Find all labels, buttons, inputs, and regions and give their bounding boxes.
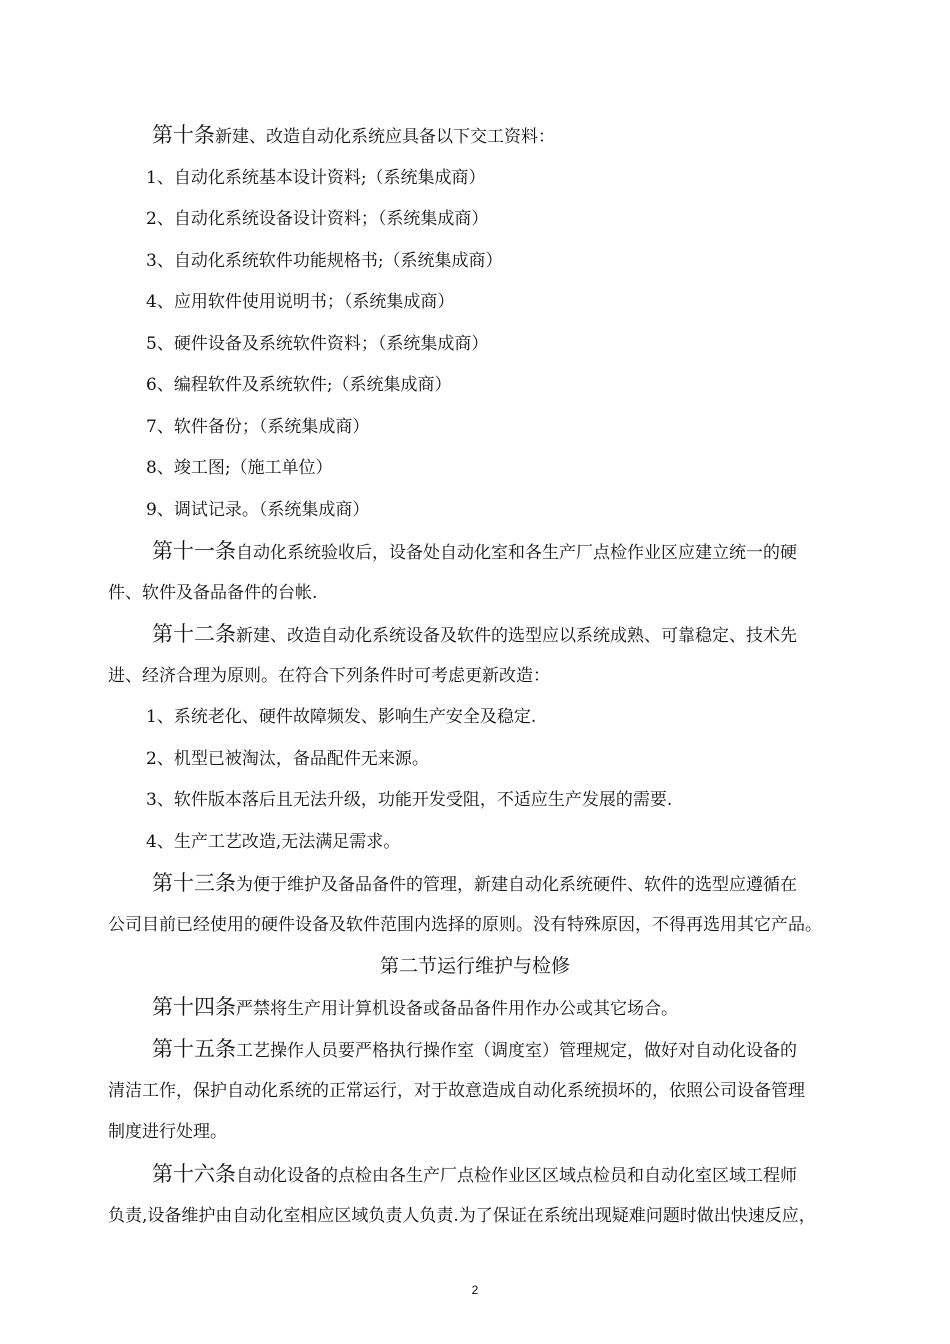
list-item: 3、软件版本落后且无法升级，功能开发受阻，不适应生产发展的需要. [146, 790, 673, 810]
list-item: 7、软件备份；（系统集成商） [146, 417, 370, 437]
article-text: 严禁将生产用计算机设备或备品备件用作办公或其它场合。 [236, 999, 678, 1019]
article-label: 第十六条 [152, 1162, 236, 1186]
list-item: 9、调试记录。（系统集成商） [146, 500, 370, 520]
list-item: 2、自动化系统设备设计资料；（系统集成商） [146, 209, 489, 229]
list-item: 2、机型已被淘汰，备品配件无来源。 [146, 749, 429, 769]
article-label: 第十五条 [152, 1037, 236, 1061]
article-text: 工艺操作人员要严格执行操作室（调度室）管理规定，做好对自动化设备的 [236, 1041, 797, 1061]
article-13 [152, 871, 797, 897]
article-text-line: 清洁工作，保护自动化系统的正常运行，对于故意造成自动化系统损坏的，依照公司设备管理 [108, 1081, 805, 1101]
article-16 [152, 1162, 797, 1188]
article-text-line: 负责,设备维护由自动化室相应区域负责人负责.为了保证在系统出现疑难问题时做出快速反应， [108, 1206, 816, 1226]
article-text: 为便于维护及备品备件的管理，新建自动化系统硬件、软件的选型应遵循在 [236, 875, 797, 895]
list-item: 6、编程软件及系统软件;（系统集成商） [146, 375, 452, 395]
article-label: 第十三条 [152, 871, 236, 895]
list-item: 4、应用软件使用说明书；（系统集成商） [146, 292, 455, 312]
article-14 [152, 995, 678, 1021]
list-item: 1、系统老化、硬件故障频发、影响生产安全及稳定. [146, 707, 537, 727]
list-item: 4、生产工艺改造,无法满足需求。 [146, 832, 401, 852]
article-text: 新建、改造自动化系统设备及软件的选型应以系统成熟、可靠稳定、技术先 [236, 626, 797, 646]
article-15 [152, 1037, 797, 1063]
article-text-line: 件、软件及备品备件的台帐. [108, 583, 318, 603]
article-12 [152, 622, 797, 648]
article-text: 自动化系统验收后，设备处自动化室和各生产厂点检作业区应建立统一的硬 [236, 543, 797, 563]
article-10 [152, 123, 555, 149]
article-label: 第十条 [152, 123, 215, 147]
article-label: 第十一条 [152, 539, 236, 563]
list-item: 1、自动化系统基本设计资料;（系统集成商） [146, 168, 486, 188]
article-11 [152, 539, 797, 565]
article-text-line: 公司目前已经使用的硬件设备及软件范围内选择的原则。没有特殊原因，不得再选用其它产品。 [108, 915, 822, 935]
article-text-line: 制度进行处理。 [108, 1122, 227, 1142]
section-heading: 第二节运行维护与检修 [379, 955, 570, 977]
page-number: 2 [471, 1283, 479, 1297]
article-label: 第十二条 [152, 622, 236, 646]
article-text: 自动化设备的点检由各生产厂点检作业区区域点检员和自动化室区域工程师 [236, 1166, 797, 1186]
list-item: 8、竣工图;（施工单位） [146, 458, 333, 478]
article-text: 新建、改造自动化系统应具备以下交工资料： [215, 127, 555, 147]
list-item: 5、硬件设备及系统软件资料；（系统集成商） [146, 334, 489, 354]
article-text-line: 进、经济合理为原则。在符合下列条件时可考虑更新改造： [108, 666, 550, 686]
article-label: 第十四条 [152, 995, 236, 1019]
list-item: 3、自动化系统软件功能规格书;（系统集成商） [146, 251, 503, 271]
